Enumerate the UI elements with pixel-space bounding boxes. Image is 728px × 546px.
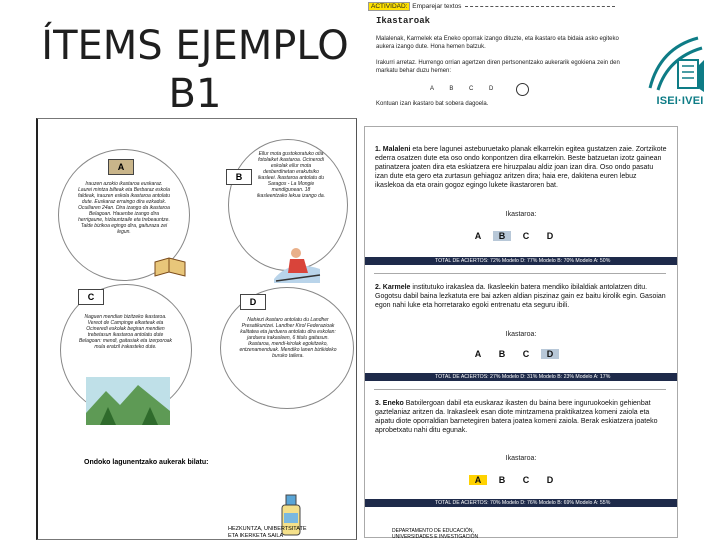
- logo-text: ISEI·IVEI: [656, 95, 704, 107]
- left-worksheet: [36, 118, 357, 540]
- example-option-a: A: [430, 86, 434, 92]
- left-footer-line1: HEZKUNTZA, UNIBERTSITATE: [228, 526, 307, 532]
- worksheet-instruction: Irakurri arretaz. Hurrengo orrian agertzen diren pertsonentzako aukerarik egokiena zein den markatu behar duzu hemen:: [376, 60, 620, 74]
- option-box-b: B: [226, 169, 252, 185]
- question-2-text: [375, 283, 667, 310]
- question-1-text: [375, 145, 667, 190]
- question-3-body: Batxilergoan dabil eta euskaraz ikasten du baina bere inguruokoekin gehienbat gaztelaniaz aritzen da. Irakasleek esan diote mintzamena praktikatzea komeni zaiola eta aipatu diote oporraldian barnetegiren batera joatea komeni zaiola. Berak eskiatzera joateko aprobetxatu nahi ditu egunak.: [375, 400, 658, 434]
- question-1-option-a[interactable]: A: [474, 231, 482, 241]
- option-text-a: Irauzen azokio ikastaroa euskaraz. Laurei mintza bilteak eta Berbaraz eskola faldeak, irauzen eskola ikastaroa antolatu dute. Euskaraz erraingo dira ezkaduk. Ocuiliaren 24an. Dira izango da ikastaroa Belagoan. Hauenbe izango dira herrigaune, hizlauntzaile eta trebeauntze. Talde bizikoa egingo dira, gaituraza zei legun.: [78, 181, 171, 235]
- question-1-ikastaroa: Ikastaroa:: [505, 211, 537, 218]
- question-1-body: eta bere lagunei asteburuetako planak elkarrekin egitea gustatzen zaie. Zortzikote ederra osatzen dute eta oso ondo konpontzen dira elkarrekin. Beste batzuetan izotz gainean patinatzera joaten dira eta eskiatzera ere hiruzpalau aldiz joan izan dira. Oso ondo pasatu izan dute eta gero eta zurtasun gehiagoz aritzen dira; haia ere, dakitena euren lebuz ikaslekoa da eta orain gogoz egingo lukete ikastaroren bat.: [375, 146, 667, 189]
- activity-text: Emparejar textos: [412, 3, 462, 10]
- left-bottom-instruction: Ondoko lagunentzako aukerak bilatu:: [84, 459, 209, 466]
- question-2-option-b[interactable]: B: [498, 349, 506, 359]
- example-options: [430, 86, 493, 94]
- example-answer-circle: [516, 83, 529, 96]
- right-footer: [392, 528, 478, 540]
- example-option-d: D: [489, 86, 494, 92]
- question-3-number: 3.: [375, 400, 381, 407]
- question-2-option-a[interactable]: A: [474, 349, 482, 359]
- question-2-number: 2.: [375, 284, 381, 291]
- question-2-name: Karmele: [382, 284, 411, 291]
- right-worksheet: [364, 126, 678, 538]
- question-1-option-c[interactable]: C: [522, 231, 530, 241]
- question-3-options: [469, 475, 565, 485]
- question-3-ikastaroa: Ikastaroa:: [505, 455, 537, 462]
- worksheet-footer-note: Kontuan izan ikastaro bat sobera dagoela.: [376, 101, 489, 107]
- slide-title-line1: ÍTEMS EJEMPLO: [41, 23, 349, 69]
- question-1-option-b[interactable]: B: [493, 231, 511, 241]
- example-option-c: C: [469, 86, 474, 92]
- mountain-landscape-icon: [86, 377, 170, 425]
- question-3-text: [375, 399, 667, 435]
- question-3-stats-bar: TOTAL DE ACIERTOS: 70% Modelo D: 76% Modelo B: 69% Modelo A: 55%: [365, 499, 677, 507]
- activity-row: [368, 3, 615, 11]
- question-3-name: Eneko: [382, 400, 404, 407]
- question-3-option-b[interactable]: B: [498, 475, 506, 485]
- question-2-option-d[interactable]: D: [541, 349, 559, 359]
- worksheet-intro: Malalenak, Karmelek eta Eneko oporrak izango dituzte, eta ikastaro eta bidaia asko egiteko aukera izango dute. Hona hemen batzuk.: [376, 36, 619, 50]
- right-footer-line1: DEPARTAMENTO DE EDUCACIÓN,: [392, 528, 474, 534]
- question-3-option-d[interactable]: D: [546, 475, 554, 485]
- question-2-options: [469, 349, 565, 359]
- question-2-stats-bar: TOTAL DE ACIERTOS: 27% Modelo D: 31% Modelo B: 23% Modelo A: 17%: [365, 373, 677, 381]
- left-footer-line2: ETA IKERKETA SAILA: [228, 532, 284, 539]
- option-text-d: Nahiezi ikastaro antolatu du Landher Presatikuntzei. Landher Kirol Federazioak kalitatea eta jarduera antolatu dira eskolan: jarduera irakasleen, 6 titulu gaitasun. Ikastaroa, mendi-kirolak egokitzeko, entzenamenduak. Mendiko lanen bizikideko buruko tailera.: [239, 317, 337, 359]
- activity-dashed-line: [465, 6, 615, 7]
- example-option-b: B: [449, 86, 454, 92]
- option-box-d: D: [240, 294, 266, 310]
- question-3-option-c[interactable]: C: [522, 475, 530, 485]
- right-footer-line2: UNIVERSIDADES E INVESTIGACIÓN: [392, 534, 479, 540]
- worksheet-title: Ikastaroak: [376, 16, 431, 26]
- slide-title-line2: B1: [168, 71, 222, 117]
- question-1-stats-bar: TOTAL DE ACIERTOS: 72% Modelo D: 77% Modelo B: 70% Modelo A: 50%: [365, 257, 677, 265]
- book-illustration-icon: [153, 254, 187, 280]
- skier-illustration-icon: [270, 239, 326, 287]
- option-text-b: Ellur mota gustokoratuko otia fotolaiket ikastaroa. Ocinerodi eskolak ellur mota desberdinetan erakutsiko ikasleei. Ikastaroa antolatu du Saragos - La Mongie mendigunean. 18 ikasleentzako lekua izango da.: [256, 151, 326, 199]
- panel-divider-1: [374, 273, 666, 274]
- question-2-ikastaroa: Ikastaroa:: [505, 331, 537, 338]
- option-text-c: Naguen mendian bizitzeko ikastaroa. Vereot de Campinge elkarteak eta Ocineredi eskolak begiran mendien trebetasun ikastaroa antolatu dute Belagoan: mendi, gaitasiak eta izerporoak mula eratzil irakasteko dute.: [78, 314, 173, 350]
- slide-title: [40, 22, 350, 118]
- question-1-option-d[interactable]: D: [546, 231, 554, 241]
- question-2-option-c[interactable]: C: [522, 349, 530, 359]
- question-1-options: [469, 231, 565, 241]
- top-worksheet: [368, 0, 623, 110]
- option-box-c: C: [78, 289, 104, 305]
- option-box-a: A: [108, 159, 134, 175]
- question-3-option-a[interactable]: A: [469, 475, 487, 485]
- panel-divider-2: [374, 389, 666, 390]
- question-2-body: institutuko irakaslea da. Ikasleekin batera mendiko ibilaldiak antolatzen ditu. Gogotsu dabil baina lezkatuta ere bai azken aldian piszinaz gain ez baitu kirolik egin. Gasoian egon nahi luke eta horretarako egoki entrenatu eta seguru ibili.: [375, 284, 666, 309]
- left-footer: [228, 526, 307, 539]
- activity-label: ACTIVIDAD:: [368, 2, 410, 11]
- question-1-name: Malaleni: [382, 146, 411, 153]
- question-1-number: 1.: [375, 146, 381, 153]
